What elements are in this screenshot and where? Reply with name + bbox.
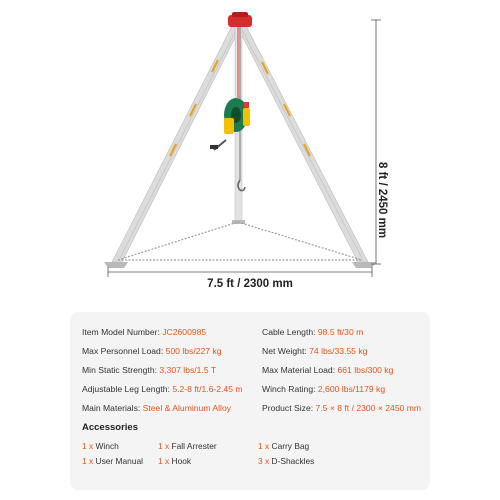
right-leg <box>236 22 376 268</box>
accessory-item: 3 x D-Shackles <box>258 456 315 466</box>
accessory-item: 1 x Fall Arrester <box>158 441 217 451</box>
accessory-item: 1 x Winch <box>82 441 119 451</box>
accessories-title: Accessories <box>82 422 138 433</box>
tripod-head <box>228 12 252 27</box>
spec-cable-length: Cable Length: 98.5 ft/30 m <box>262 327 364 337</box>
spec-main-materials: Main Materials: Steel & Aluminum Alloy <box>82 403 232 413</box>
spec-max-personnel-load: Max Personnel Load: 500 lbs/227 kg <box>82 346 222 356</box>
spec-product-size: Product Size: 7.5 × 8 ft / 2300 × 2450 mm <box>262 403 422 413</box>
spec-min-static-strength: Min Static Strength: 3,307 lbs/1.5 T <box>82 365 217 375</box>
fall-arrester <box>243 102 250 126</box>
spec-adjustable-leg-length: Adjustable Leg Length: 5.2-8 ft/1.6-2.45 m <box>82 384 243 394</box>
specs-panel <box>70 312 430 490</box>
winch <box>210 98 248 150</box>
width-dimension-label: 7.5 ft / 2300 mm <box>207 278 293 290</box>
accessory-item: 1 x User Manual <box>82 456 143 466</box>
spec-net-weight: Net Weight: 74 lbs/33.55 kg <box>262 346 368 356</box>
height-dimension-label: 8 ft / 2450 mm <box>376 162 388 239</box>
accessory-item: 1 x Carry Bag <box>258 441 310 451</box>
accessory-item: 1 x Hook <box>158 456 192 466</box>
spec-model-number: Item Model Number: JC2600985 <box>82 327 207 337</box>
spec-winch-rating: Winch Rating: 2,600 lbs/1179 kg <box>262 384 386 394</box>
spec-max-material-load: Max Material Load: 661 lbs/300 kg <box>262 365 394 375</box>
chain <box>118 222 362 260</box>
width-dimension-line <box>108 267 372 277</box>
